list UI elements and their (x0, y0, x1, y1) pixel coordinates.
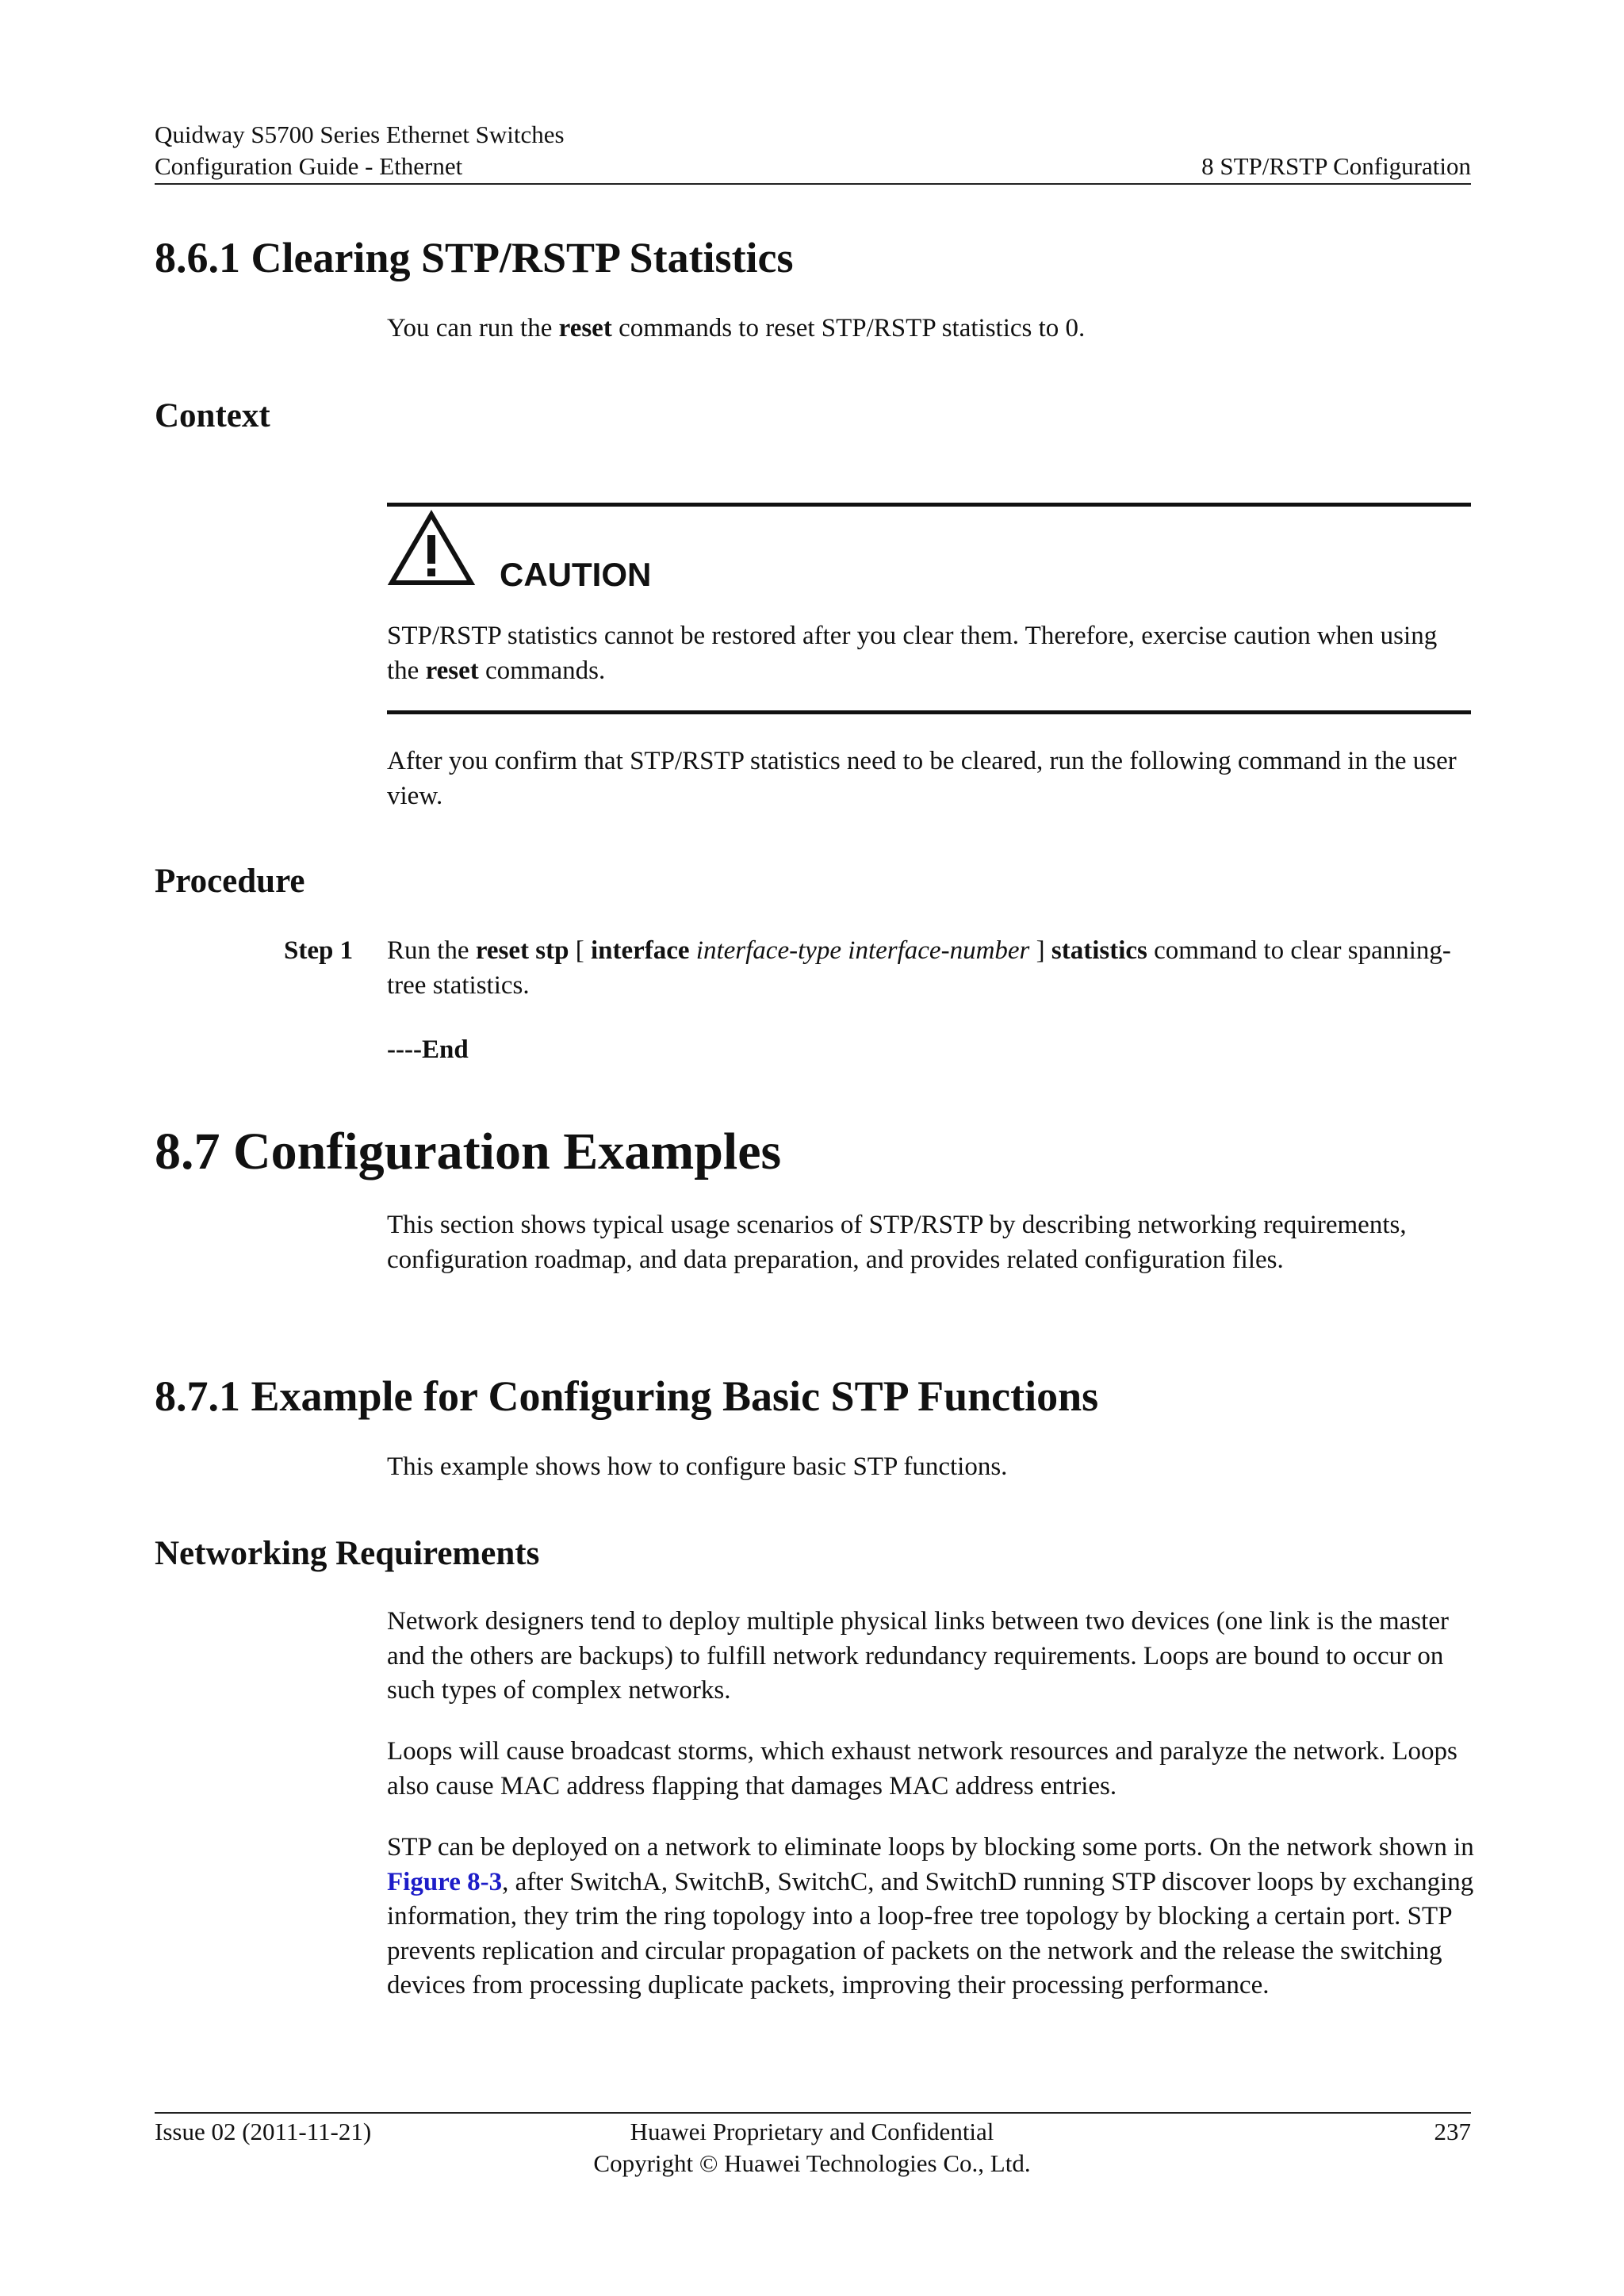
caution-label: CAUTION (500, 556, 652, 593)
caution-bottom-rule (387, 710, 1471, 714)
section-title-8-6-1: 8.6.1 Clearing STP/RSTP Statistics (155, 234, 794, 281)
footer-confidential: Huawei Proprietary and Confidential (630, 2118, 994, 2145)
paragraph-3: STP can be deployed on a network to eliminate loops by blocking some ports. On the network shown in Figure 8-3, after SwitchA, SwitchB, SwitchC, and SwitchD running STP discover loops by exchanging information, they trim the ring topology into a loop-free tree topology by blocking a certain port. STP prevents replication and circular propagation of packets on the network and the release the switching devices from processing duplicate packets, improving their processing performance. (387, 1833, 1474, 1999)
header-chapter: 8 STP/RSTP Configuration (1201, 152, 1471, 180)
footer-copyright: Copyright © Huawei Technologies Co., Ltd. (593, 2149, 1031, 2177)
figure-8-3-link[interactable]: Figure 8-3 (387, 1867, 503, 1896)
header-rule (155, 183, 1471, 185)
section-title-8-7-1: 8.7.1 Example for Configuring Basic STP Functions (155, 1372, 1099, 1420)
warning-triangle-icon (387, 510, 476, 589)
step-text: Run the reset stp [ interface interface-type interface-number ] statistics command to clear spanning-tree statistics. (387, 936, 1451, 1000)
footer-rule (155, 2112, 1471, 2114)
procedure-heading: Procedure (155, 863, 305, 900)
section-title-8-7: 8.7 Configuration Examples (155, 1123, 782, 1181)
paragraph-2: Loops will cause broadcast storms, which exhaust network resources and paralyze the network. Loops also cause MAC address flapping that damages MAC address entries. (387, 1737, 1457, 1800)
paragraph-1: Network designers tend to deploy multiple physical links between two devices (one link is the master and the others are backups) to fulfill network redundancy requirements. Loops are bound to occur on such types of complex networks. (387, 1607, 1449, 1705)
after-confirm-text: After you confirm that STP/RSTP statistics need to be cleared, run the following command in the user view. (387, 747, 1457, 810)
header-product: Quidway S5700 Series Ethernet Switches (155, 121, 565, 148)
section-intro: You can run the reset commands to reset STP/RSTP statistics to 0. (387, 314, 1086, 342)
footer-page-number: 237 (1434, 2118, 1471, 2145)
networking-requirements-heading: Networking Requirements (155, 1535, 540, 1572)
context-heading: Context (155, 397, 270, 434)
caution-top-rule (387, 503, 1471, 507)
header (155, 119, 1471, 182)
end-marker: ----End (387, 1035, 469, 1064)
header-guide: Configuration Guide - Ethernet (155, 152, 463, 180)
section-8-7-1-intro: This example shows how to configure basic STP functions. (387, 1452, 1008, 1481)
step-label: Step 1 (284, 936, 354, 965)
caution-text: STP/RSTP statistics cannot be restored after you clear them. Therefore, exercise caution when using the reset commands. (387, 622, 1438, 685)
section-8-7-text: This section shows typical usage scenarios of STP/RSTP by describing networking requirements, configuration roadmap, and data preparation, and provides related configuration files. (387, 1211, 1407, 1274)
footer-issue: Issue 02 (2011-11-21) (155, 2118, 372, 2145)
